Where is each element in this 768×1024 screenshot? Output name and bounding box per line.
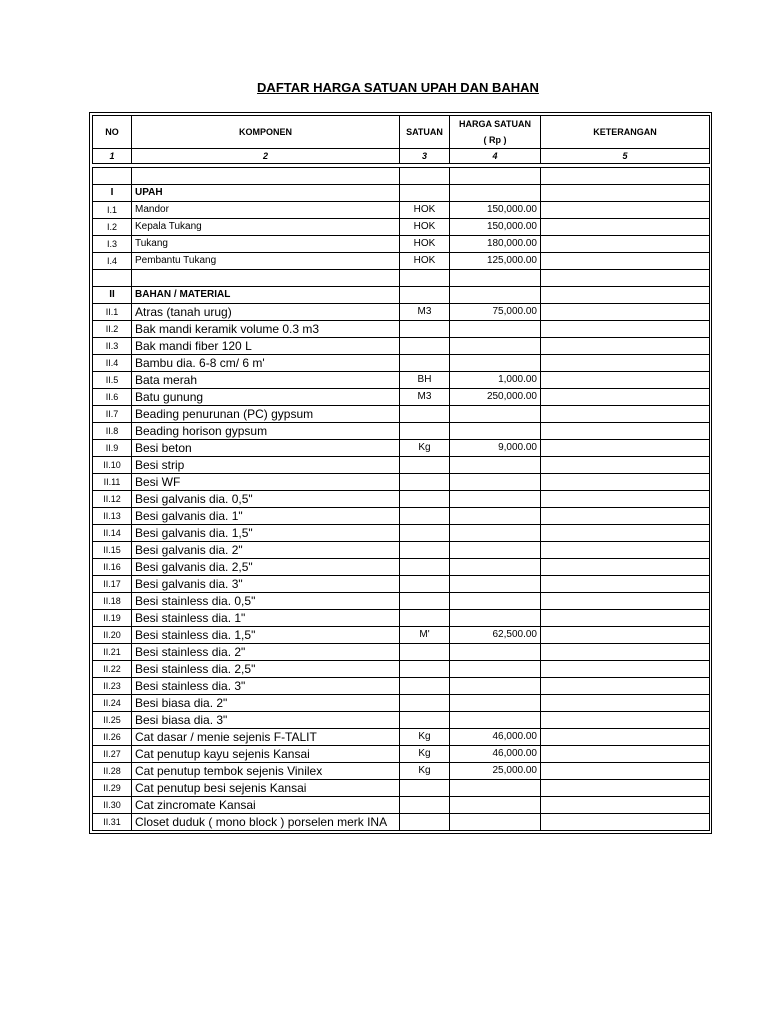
item-number: II.9 [93, 440, 132, 457]
header-satuan: SATUAN [400, 116, 450, 149]
blank-cell [541, 270, 710, 287]
item-component: Besi galvanis dia. 2" [132, 542, 400, 559]
item-number: II.31 [93, 814, 132, 831]
item-component: Bambu dia. 6-8 cm/ 6 m' [132, 355, 400, 372]
item-price [450, 644, 541, 661]
item-number: II.22 [93, 661, 132, 678]
item-unit [400, 491, 450, 508]
blank-cell [450, 270, 541, 287]
item-note [541, 474, 710, 491]
item-component: Closet duduk ( mono block ) porselen merk INA [132, 814, 400, 831]
item-unit [400, 797, 450, 814]
column-number: 3 [400, 149, 450, 164]
item-number: II.12 [93, 491, 132, 508]
item-unit: M3 [400, 389, 450, 406]
table-row [93, 406, 710, 423]
item-price [450, 576, 541, 593]
item-note [541, 627, 710, 644]
document-title: DAFTAR HARGA SATUAN UPAH DAN BAHAN [257, 80, 539, 95]
blank-cell [400, 270, 450, 287]
table-row [93, 610, 710, 627]
item-price [450, 695, 541, 712]
table-row [93, 338, 710, 355]
item-unit: Kg [400, 763, 450, 780]
item-price: 180,000.00 [450, 236, 541, 253]
item-unit: Kg [400, 729, 450, 746]
item-component: Bak mandi keramik volume 0.3 m3 [132, 321, 400, 338]
item-price [450, 661, 541, 678]
item-component: Besi galvanis dia. 0,5" [132, 491, 400, 508]
column-number-row [93, 149, 710, 164]
table-header-row [93, 116, 710, 149]
item-price [450, 712, 541, 729]
item-component: Besi stainless dia. 1,5" [132, 627, 400, 644]
item-number: II.14 [93, 525, 132, 542]
section-name: UPAH [132, 185, 400, 202]
section-unit [400, 185, 450, 202]
header-harga-line1: HARGA SATUAN [459, 118, 531, 129]
item-note [541, 661, 710, 678]
item-unit [400, 423, 450, 440]
section-number: II [93, 287, 132, 304]
section-name: BAHAN / MATERIAL [132, 287, 400, 304]
item-unit [400, 321, 450, 338]
item-note [541, 202, 710, 219]
table-row [93, 678, 710, 695]
item-price: 125,000.00 [450, 253, 541, 270]
item-price [450, 457, 541, 474]
item-component: Besi stainless dia. 0,5" [132, 593, 400, 610]
item-number: II.5 [93, 372, 132, 389]
item-component: Besi stainless dia. 2" [132, 644, 400, 661]
item-number: II.15 [93, 542, 132, 559]
column-number: 2 [132, 149, 400, 164]
item-number: II.16 [93, 559, 132, 576]
item-note [541, 729, 710, 746]
item-component: Bata merah [132, 372, 400, 389]
header-no: NO [93, 116, 132, 149]
item-price: 1,000.00 [450, 372, 541, 389]
item-price: 62,500.00 [450, 627, 541, 644]
item-price: 150,000.00 [450, 202, 541, 219]
item-price [450, 559, 541, 576]
table-row [93, 423, 710, 440]
item-price [450, 321, 541, 338]
item-component: Besi strip [132, 457, 400, 474]
item-component: Cat zincromate Kansai [132, 797, 400, 814]
item-number: II.18 [93, 593, 132, 610]
item-unit [400, 695, 450, 712]
table-row [93, 780, 710, 797]
item-unit: Kg [400, 746, 450, 763]
item-number: II.24 [93, 695, 132, 712]
item-note [541, 355, 710, 372]
item-unit: M' [400, 627, 450, 644]
table-row [93, 542, 710, 559]
item-component: Besi stainless dia. 2,5" [132, 661, 400, 678]
item-note [541, 542, 710, 559]
item-price: 150,000.00 [450, 219, 541, 236]
item-number: II.23 [93, 678, 132, 695]
item-number: II.25 [93, 712, 132, 729]
item-component: Besi biasa dia. 3" [132, 712, 400, 729]
item-number: II.4 [93, 355, 132, 372]
blank-cell [93, 168, 132, 185]
item-note [541, 610, 710, 627]
table-row [93, 627, 710, 644]
header-keterangan: KETERANGAN [541, 116, 710, 149]
item-unit [400, 644, 450, 661]
item-component: Beading horison gypsum [132, 423, 400, 440]
item-note [541, 236, 710, 253]
item-price [450, 678, 541, 695]
item-note [541, 219, 710, 236]
item-price [450, 780, 541, 797]
table-row [93, 372, 710, 389]
item-unit [400, 525, 450, 542]
table-row [93, 593, 710, 610]
header-komponen: KOMPONEN [132, 116, 400, 149]
item-unit [400, 780, 450, 797]
item-unit: Kg [400, 440, 450, 457]
table-row [93, 440, 710, 457]
item-note [541, 406, 710, 423]
item-note [541, 780, 710, 797]
item-component: Besi stainless dia. 3" [132, 678, 400, 695]
item-unit [400, 712, 450, 729]
item-note [541, 423, 710, 440]
item-component: Besi stainless dia. 1" [132, 610, 400, 627]
item-unit [400, 559, 450, 576]
item-number: II.19 [93, 610, 132, 627]
item-price [450, 474, 541, 491]
table-row [93, 355, 710, 372]
item-price: 46,000.00 [450, 746, 541, 763]
item-component: Beading penurunan (PC) gypsum [132, 406, 400, 423]
item-note [541, 491, 710, 508]
header-harga-line2: ( Rp ) [483, 134, 507, 145]
table-row [93, 321, 710, 338]
section-price [450, 185, 541, 202]
table-row [93, 389, 710, 406]
table-row [93, 304, 710, 321]
item-price [450, 491, 541, 508]
blank-row [93, 168, 710, 185]
item-note [541, 389, 710, 406]
item-number: II.7 [93, 406, 132, 423]
item-number: II.2 [93, 321, 132, 338]
item-note [541, 746, 710, 763]
item-number: II.28 [93, 763, 132, 780]
item-component: Pembantu Tukang [132, 253, 400, 270]
item-unit [400, 610, 450, 627]
section-number: I [93, 185, 132, 202]
table-row [93, 712, 710, 729]
item-component: Cat penutup besi sejenis Kansai [132, 780, 400, 797]
item-number: II.20 [93, 627, 132, 644]
item-number: II.8 [93, 423, 132, 440]
item-price: 25,000.00 [450, 763, 541, 780]
item-number: I.2 [93, 219, 132, 236]
item-price: 46,000.00 [450, 729, 541, 746]
price-table-body [93, 116, 710, 831]
table-row [93, 236, 710, 253]
item-unit: HOK [400, 236, 450, 253]
item-price [450, 355, 541, 372]
blank-cell [132, 168, 400, 185]
item-price [450, 406, 541, 423]
blank-row [93, 270, 710, 287]
blank-cell [450, 168, 541, 185]
table-row [93, 491, 710, 508]
item-number: II.17 [93, 576, 132, 593]
item-unit: M3 [400, 304, 450, 321]
item-unit: HOK [400, 219, 450, 236]
item-number: II.1 [93, 304, 132, 321]
item-note [541, 253, 710, 270]
item-price [450, 542, 541, 559]
section-header-row [93, 287, 710, 304]
item-unit: BH [400, 372, 450, 389]
item-note [541, 440, 710, 457]
item-note [541, 576, 710, 593]
table-row [93, 814, 710, 831]
item-note [541, 525, 710, 542]
item-price [450, 814, 541, 831]
item-unit [400, 508, 450, 525]
blank-cell [541, 168, 710, 185]
item-price [450, 338, 541, 355]
table-row [93, 746, 710, 763]
item-number: II.3 [93, 338, 132, 355]
table-row [93, 576, 710, 593]
item-note [541, 304, 710, 321]
header-harga-satuan [450, 116, 541, 149]
column-number: 4 [450, 149, 541, 164]
item-unit [400, 678, 450, 695]
item-note [541, 457, 710, 474]
item-component: Bak mandi fiber 120 L [132, 338, 400, 355]
item-component: Besi galvanis dia. 3" [132, 576, 400, 593]
item-note [541, 763, 710, 780]
item-component: Cat dasar / menie sejenis F-TALIT [132, 729, 400, 746]
item-component: Besi WF [132, 474, 400, 491]
item-note [541, 372, 710, 389]
item-component: Cat penutup kayu sejenis Kansai [132, 746, 400, 763]
item-unit [400, 814, 450, 831]
item-unit [400, 593, 450, 610]
table-row [93, 253, 710, 270]
item-number: I.1 [93, 202, 132, 219]
item-price [450, 525, 541, 542]
blank-cell [400, 168, 450, 185]
table-row [93, 219, 710, 236]
table-row [93, 763, 710, 780]
item-component: Atras (tanah urug) [132, 304, 400, 321]
item-unit [400, 661, 450, 678]
price-table-frame [89, 112, 712, 834]
item-note [541, 508, 710, 525]
item-price [450, 593, 541, 610]
item-number: II.30 [93, 797, 132, 814]
item-number: II.13 [93, 508, 132, 525]
item-number: I.4 [93, 253, 132, 270]
item-unit [400, 406, 450, 423]
item-component: Cat penutup tembok sejenis Vinilex [132, 763, 400, 780]
item-number: II.21 [93, 644, 132, 661]
item-price [450, 508, 541, 525]
item-unit [400, 338, 450, 355]
item-note [541, 797, 710, 814]
item-price: 9,000.00 [450, 440, 541, 457]
item-note [541, 593, 710, 610]
item-note [541, 321, 710, 338]
section-note [541, 185, 710, 202]
item-unit [400, 355, 450, 372]
blank-cell [93, 270, 132, 287]
item-unit [400, 474, 450, 491]
item-unit [400, 576, 450, 593]
item-note [541, 559, 710, 576]
item-number: II.6 [93, 389, 132, 406]
item-component: Mandor [132, 202, 400, 219]
item-component: Besi galvanis dia. 2,5" [132, 559, 400, 576]
item-unit [400, 542, 450, 559]
table-row [93, 644, 710, 661]
item-note [541, 695, 710, 712]
blank-cell [132, 270, 400, 287]
item-price [450, 797, 541, 814]
table-row [93, 508, 710, 525]
table-row [93, 202, 710, 219]
item-price [450, 423, 541, 440]
table-row [93, 661, 710, 678]
section-unit [400, 287, 450, 304]
section-price [450, 287, 541, 304]
table-row [93, 474, 710, 491]
table-row [93, 457, 710, 474]
item-component: Besi galvanis dia. 1" [132, 508, 400, 525]
item-number: II.26 [93, 729, 132, 746]
price-table [92, 115, 710, 831]
item-note [541, 814, 710, 831]
item-note [541, 678, 710, 695]
item-component: Besi beton [132, 440, 400, 457]
item-number: I.3 [93, 236, 132, 253]
table-row [93, 797, 710, 814]
table-row [93, 695, 710, 712]
item-component: Besi biasa dia. 2" [132, 695, 400, 712]
item-component: Tukang [132, 236, 400, 253]
item-price: 75,000.00 [450, 304, 541, 321]
table-row [93, 729, 710, 746]
item-note [541, 712, 710, 729]
item-component: Kepala Tukang [132, 219, 400, 236]
item-unit: HOK [400, 253, 450, 270]
item-price: 250,000.00 [450, 389, 541, 406]
column-number: 5 [541, 149, 710, 164]
item-unit [400, 457, 450, 474]
item-component: Besi galvanis dia. 1,5" [132, 525, 400, 542]
item-unit: HOK [400, 202, 450, 219]
section-note [541, 287, 710, 304]
item-price [450, 610, 541, 627]
item-number: II.11 [93, 474, 132, 491]
item-number: II.10 [93, 457, 132, 474]
item-note [541, 338, 710, 355]
column-number: 1 [93, 149, 132, 164]
item-number: II.29 [93, 780, 132, 797]
section-header-row [93, 185, 710, 202]
item-note [541, 644, 710, 661]
table-row [93, 525, 710, 542]
item-number: II.27 [93, 746, 132, 763]
item-component: Batu gunung [132, 389, 400, 406]
table-row [93, 559, 710, 576]
